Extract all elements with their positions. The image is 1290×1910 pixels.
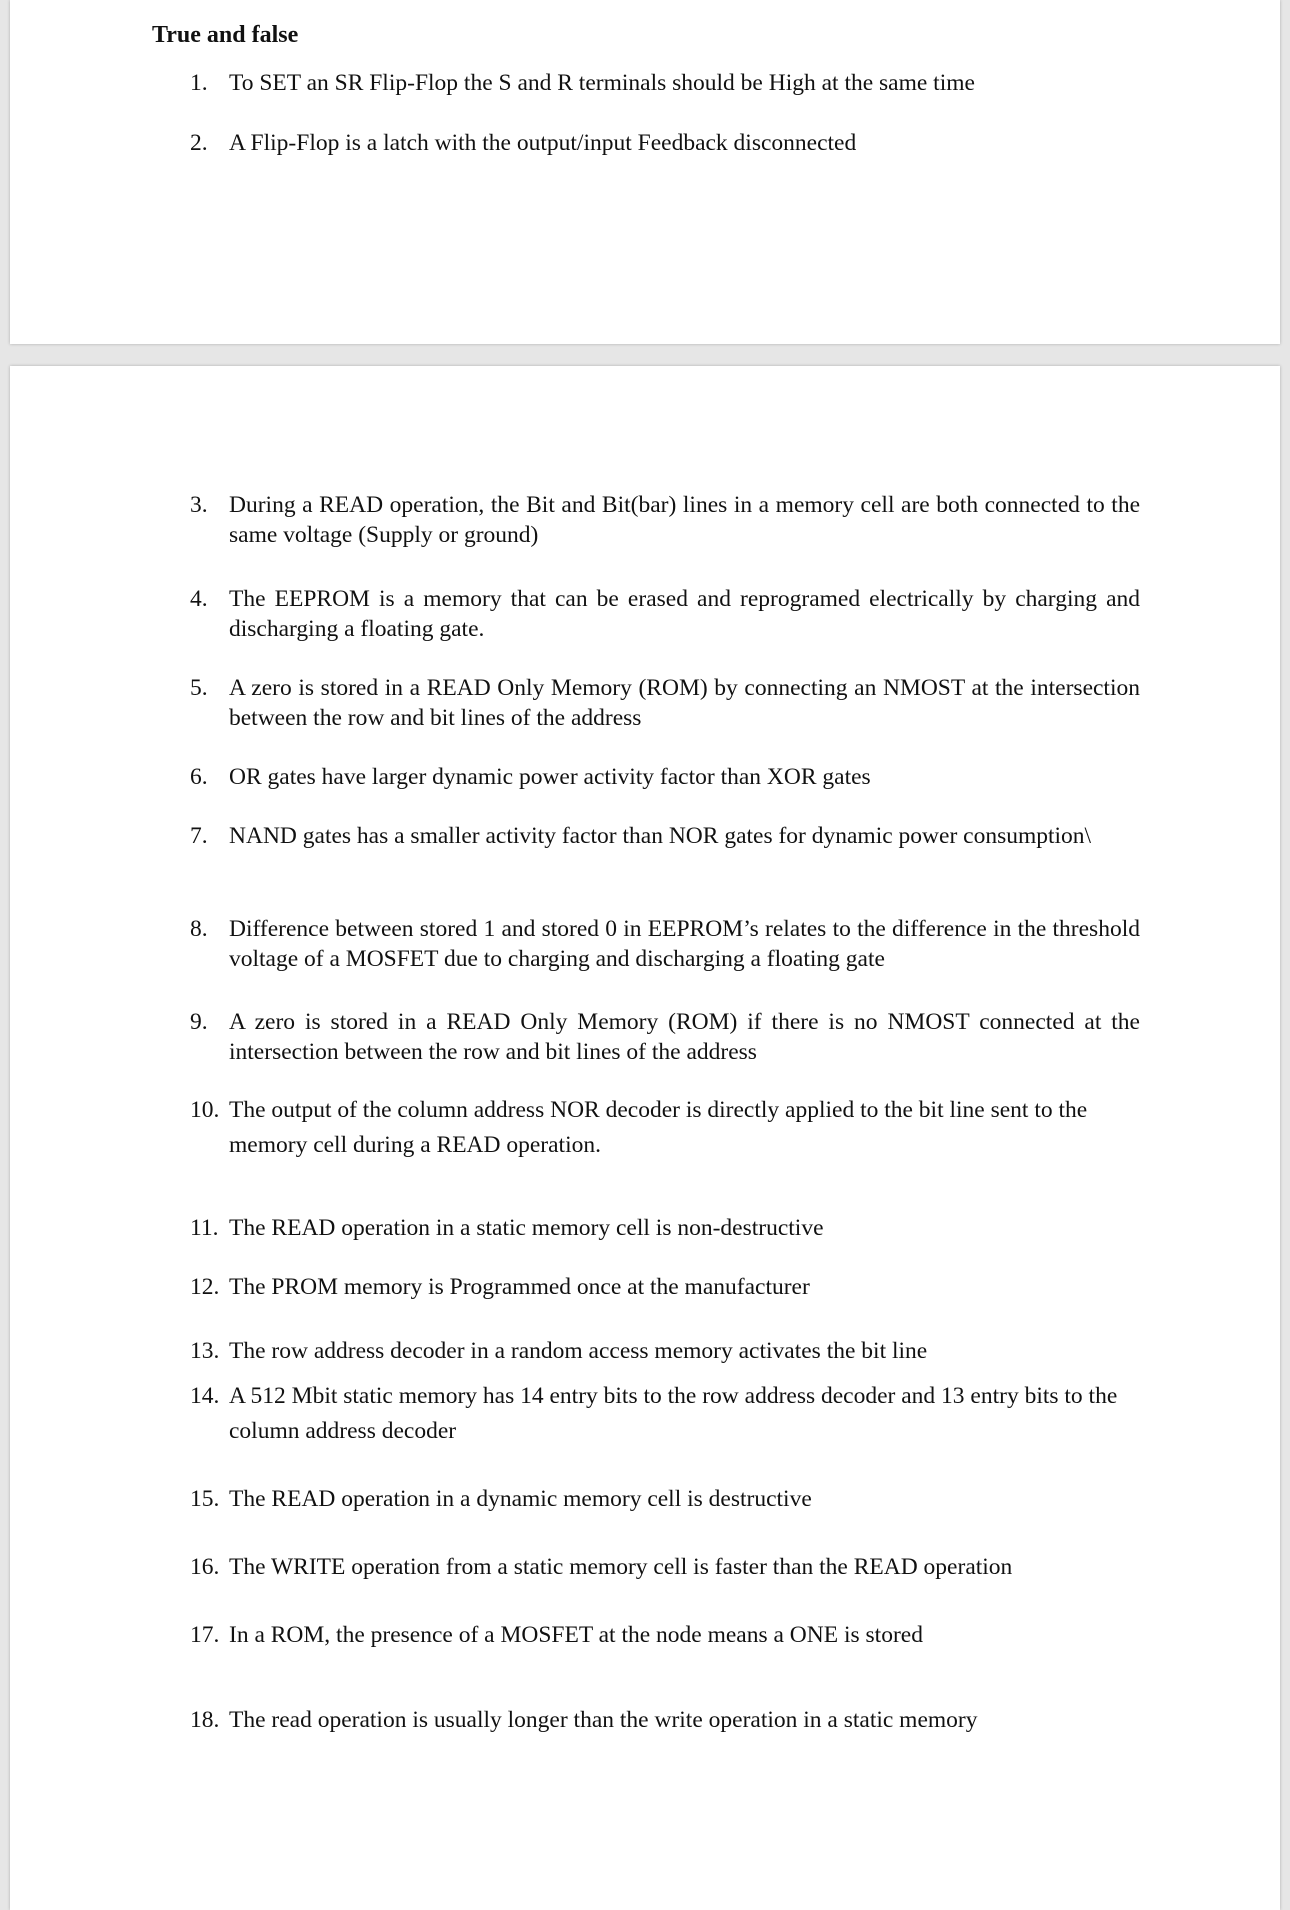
question-text: During a READ operation, the Bit and Bit(bar) lines in a memory cell are both connected to the same voltage (Supply or ground) <box>229 492 1140 548</box>
question-item <box>190 821 1140 851</box>
question-text: To SET an SR Flip-Flop the S and R terminals should be High at the same time <box>229 70 975 96</box>
question-text: The WRITE operation from a static memory cell is faster than the READ operation <box>229 1554 1013 1580</box>
question-text: The READ operation in a static memory cell is non-destructive <box>229 1215 824 1241</box>
question-item <box>190 1272 1140 1302</box>
question-number: 17. <box>190 1622 220 1648</box>
question-text: The row address decoder in a random access memory activates the bit line <box>229 1338 928 1364</box>
question-item <box>190 1705 1140 1735</box>
question-number: 4. <box>190 586 208 612</box>
question-item <box>190 914 1140 974</box>
question-item <box>190 1552 1140 1582</box>
question-text: The EEPROM is a memory that can be erased and reprogramed electrically by charging and discharging a floating gate. <box>229 586 1140 642</box>
question-number: 5. <box>190 675 208 701</box>
question-number: 14. <box>190 1383 220 1409</box>
question-number: 6. <box>190 764 208 790</box>
question-text: A zero is stored in a READ Only Memory (ROM) if there is no NMOST connected at the intersection between the row and bit lines of the address <box>229 1009 1140 1065</box>
question-text: A Flip-Flop is a latch with the output/input Feedback disconnected <box>229 130 857 156</box>
question-number: 10. <box>190 1097 220 1123</box>
question-item <box>190 1379 1140 1449</box>
question-text: In a ROM, the presence of a MOSFET at the node means a ONE is stored <box>229 1622 923 1648</box>
question-item <box>190 1484 1140 1514</box>
question-number: 16. <box>190 1554 220 1580</box>
question-item <box>190 584 1140 644</box>
question-number: 8. <box>190 916 208 942</box>
question-text: Difference between stored 1 and stored 0 in EEPROM’s relates to the difference in the threshold voltage of a MOSFET due to charging and discharging a floating gate <box>229 916 1140 972</box>
question-item <box>190 128 1140 158</box>
question-number: 18. <box>190 1707 220 1733</box>
section-heading: True and false <box>152 22 299 48</box>
question-number: 2. <box>190 130 208 156</box>
question-item <box>190 1007 1140 1067</box>
question-number: 12. <box>190 1274 220 1300</box>
page-one <box>10 0 1280 344</box>
question-number: 13. <box>190 1338 220 1364</box>
question-item <box>190 1336 1140 1366</box>
question-number: 11. <box>190 1215 219 1241</box>
question-text: A zero is stored in a READ Only Memory (ROM) by connecting an NMOST at the intersection between the row and bit lines of the address <box>229 675 1140 731</box>
question-number: 1. <box>190 70 208 96</box>
question-number: 7. <box>190 823 208 849</box>
question-item <box>190 1620 1140 1650</box>
question-number: 3. <box>190 492 208 518</box>
question-item <box>190 673 1140 733</box>
question-item <box>190 1213 1140 1243</box>
question-text: A 512 Mbit static memory has 14 entry bits to the row address decoder and 13 entry bits to the column address decoder <box>229 1383 1118 1444</box>
question-text: The read operation is usually longer than the write operation in a static memory <box>229 1707 978 1733</box>
question-text: The READ operation in a dynamic memory cell is destructive <box>229 1486 812 1512</box>
question-text: NAND gates has a smaller activity factor than NOR gates for dynamic power consumption\ <box>229 823 1092 849</box>
question-text: The PROM memory is Programmed once at the manufacturer <box>229 1274 810 1300</box>
question-item <box>190 1093 1140 1163</box>
question-text: OR gates have larger dynamic power activity factor than XOR gates <box>229 764 871 790</box>
question-item <box>190 68 1140 98</box>
question-item <box>190 490 1140 550</box>
question-number: 9. <box>190 1009 208 1035</box>
question-number: 15. <box>190 1486 220 1512</box>
question-text: The output of the column address NOR decoder is directly applied to the bit line sent to the memory cell during a READ operation. <box>229 1097 1088 1158</box>
question-item <box>190 762 1140 792</box>
